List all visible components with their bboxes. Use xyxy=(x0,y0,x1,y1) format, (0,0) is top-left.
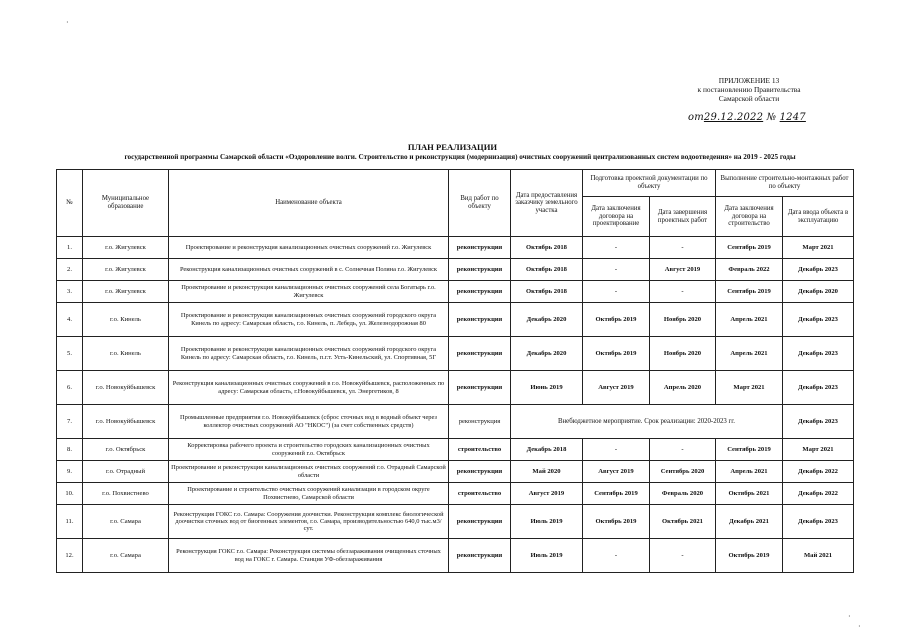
row-work-type: реконструкция xyxy=(449,303,511,337)
row-work-type: реконструкция xyxy=(449,539,511,573)
row-design-contract: Октябрь 2019 xyxy=(583,505,650,539)
row-design-end: - xyxy=(650,539,716,573)
row-object-name: Проектирование и реконструкция канализационных очистных сооружений г.о. Отрадный Самарской области xyxy=(169,461,449,483)
appendix-title: ПРИЛОЖЕНИЕ 13 xyxy=(718,76,780,85)
appendix-block xyxy=(686,76,812,103)
row-extrabudget-note: Внебюджетное мероприятие. Срок реализации: 2020-2023 гг. xyxy=(511,405,783,439)
table-row xyxy=(57,461,854,483)
row-design-end: Ноябрь 2020 xyxy=(650,337,716,371)
row-land-date: Декабрь 2020 xyxy=(511,303,583,337)
decree-date: 29.12.2022 xyxy=(703,112,764,123)
appendix-region: Самарской области xyxy=(718,94,780,103)
header-construction-group: Выполнение строительно-монтажных работ по объекту xyxy=(716,170,854,197)
header-commissioning: Дата ввода объекта в эксплуатацию xyxy=(783,197,854,237)
row-object-name: Реконструкция ГОКС г.о. Самара: Сооружения доочистки. Реконструкция комплекс биологической доочистки сточных вод от биогенных элементов, г.о. Самара, производительностью 640,0 тыс.м3/сут. xyxy=(169,505,449,539)
row-work-type: строительство xyxy=(449,439,511,461)
table-row xyxy=(57,337,854,371)
header-design-group: Подготовка проектной документации по объекту xyxy=(583,170,716,197)
row-commissioning: Декабрь 2023 xyxy=(783,303,854,337)
row-object-name: Реконструкция канализационных очистных сооружений в с. Солнечная Поляна г.о. Жигулевск xyxy=(169,259,449,281)
row-work-type: реконструкция xyxy=(449,505,511,539)
row-number: 3. xyxy=(57,281,83,303)
row-design-end: Август 2019 xyxy=(650,259,716,281)
table-row xyxy=(57,439,854,461)
header-num: № xyxy=(57,170,83,237)
row-object-name: Реконструкция канализационных очистных сооружений в г.о. Новокуйбышевск, расположенных по адресу: Самарская область, г.Новокуйбышевск, ул. Энергетиков, 8 xyxy=(169,371,449,405)
scan-speck: · xyxy=(858,622,861,631)
row-number: 2. xyxy=(57,259,83,281)
row-municipality: г.о. Новокуйбышевск xyxy=(83,405,169,439)
row-number: 1. xyxy=(57,237,83,259)
row-number: 4. xyxy=(57,303,83,337)
header-land-date: Дата предоставления заказчику земельного участка xyxy=(511,170,583,237)
row-number: 11. xyxy=(57,505,83,539)
row-build-contract: Сентябрь 2019 xyxy=(716,439,783,461)
row-design-end: - xyxy=(650,281,716,303)
appendix-decree: к постановлению Правительства xyxy=(697,85,801,94)
row-land-date: Октябрь 2018 xyxy=(511,281,583,303)
decree-number: 1247 xyxy=(779,112,806,123)
row-commissioning: Декабрь 2022 xyxy=(783,461,854,483)
row-work-type: реконструкция xyxy=(449,237,511,259)
row-municipality: г.о. Самара xyxy=(83,505,169,539)
row-design-end: Сентябрь 2020 xyxy=(650,461,716,483)
header-work-type: Вид работ по объекту xyxy=(449,170,511,237)
table-row xyxy=(57,237,854,259)
table-row xyxy=(57,483,854,505)
row-land-date: Июль 2019 xyxy=(511,505,583,539)
row-build-contract: Февраль 2022 xyxy=(716,259,783,281)
row-design-contract: Август 2019 xyxy=(583,371,650,405)
implementation-plan-table xyxy=(56,169,854,573)
row-municipality: г.о. Похвистнево xyxy=(83,483,169,505)
row-municipality: г.о. Октябрьск xyxy=(83,439,169,461)
date-prefix: от xyxy=(688,112,704,123)
row-commissioning: Декабрь 2023 xyxy=(783,337,854,371)
row-commissioning: Декабрь 2023 xyxy=(783,405,854,439)
header-object-name: Наименование объекта xyxy=(169,170,449,237)
row-land-date: Октябрь 2018 xyxy=(511,237,583,259)
row-object-name: Проектирование и реконструкция канализационных очистных сооружений городского округа Кинель по адресу: Самарская область, г.о. Кинель, п.г.т. Усть-Кинельский, ул. Спортивная, 5Г xyxy=(169,337,449,371)
table-row xyxy=(57,303,854,337)
row-commissioning: Декабрь 2023 xyxy=(783,259,854,281)
row-commissioning: Декабрь 2023 xyxy=(783,371,854,405)
row-work-type: реконструкция xyxy=(449,259,511,281)
row-land-date: Декабрь 2020 xyxy=(511,337,583,371)
table-row xyxy=(57,505,854,539)
row-number: 8. xyxy=(57,439,83,461)
row-design-contract: Октябрь 2019 xyxy=(583,337,650,371)
row-work-type: реконструкция xyxy=(449,461,511,483)
row-number: 5. xyxy=(57,337,83,371)
row-work-type: реконструкция xyxy=(449,337,511,371)
header-municipality: Муниципальное образование xyxy=(83,170,169,237)
row-object-name: Проектирование и реконструкция канализационных очистных сооружений городского округа Кинель по адресу: Самарская область, г.о. Кинель, п. Лебедь, ул. Железнодорожная 80 xyxy=(169,303,449,337)
document-title: ПЛАН РЕАЛИЗАЦИИ xyxy=(407,142,498,152)
row-municipality: г.о. Жигулевск xyxy=(83,259,169,281)
row-build-contract: Март 2021 xyxy=(716,371,783,405)
table-row xyxy=(57,371,854,405)
header-design-end: Дата завершения проектных работ xyxy=(650,197,716,237)
row-build-contract: Апрель 2021 xyxy=(716,461,783,483)
table-row xyxy=(57,539,854,573)
row-design-contract: - xyxy=(583,281,650,303)
row-work-type: реконструкция xyxy=(449,405,511,439)
row-design-contract: Август 2019 xyxy=(583,461,650,483)
row-municipality: г.о. Отрадный xyxy=(83,461,169,483)
row-design-end: Ноябрь 2020 xyxy=(650,303,716,337)
row-build-contract: Апрель 2021 xyxy=(716,303,783,337)
row-number: 6. xyxy=(57,371,83,405)
row-object-name: Промышленные предприятия г.о. Новокуйбышевск (сброс сточных вод в водный объект через коллектор очистных сооружений АО "НКОС") (за счет собственных средств) xyxy=(169,405,449,439)
header-construction-contract: Дата заключения договора на строительство xyxy=(716,197,783,237)
row-build-contract: Апрель 2021 xyxy=(716,337,783,371)
row-design-contract: - xyxy=(583,259,650,281)
table-row xyxy=(57,259,854,281)
row-number: 9. xyxy=(57,461,83,483)
row-design-contract: - xyxy=(583,539,650,573)
row-municipality: г.о. Самара xyxy=(83,539,169,573)
row-land-date: Октябрь 2018 xyxy=(511,259,583,281)
scan-speck: · xyxy=(66,18,69,27)
row-object-name: Проектирование и реконструкция канализационных очистных сооружений г.о. Жигулевск xyxy=(169,237,449,259)
row-object-name: Корректировка рабочего проекта и строительство городских канализационных очистных сооружений г.о. Октябрьск xyxy=(169,439,449,461)
scan-speck: · xyxy=(848,612,851,621)
row-land-date: Июль 2019 xyxy=(511,539,583,573)
row-commissioning: Декабрь 2022 xyxy=(783,483,854,505)
document-subtitle: государственной программы Самарской области «Оздоровление волги. Строительство и реконструкция (модернизация) очистных сооружений централизованных систем водоотведения» на 2019 - 2025 годы xyxy=(124,153,796,161)
row-land-date: Декабрь 2018 xyxy=(511,439,583,461)
table-row xyxy=(57,405,854,439)
row-build-contract: Октябрь 2021 xyxy=(716,483,783,505)
row-number: 7. xyxy=(57,405,83,439)
row-design-end: - xyxy=(650,439,716,461)
row-commissioning: Декабрь 2020 xyxy=(783,281,854,303)
row-design-end: - xyxy=(650,237,716,259)
row-land-date: Май 2020 xyxy=(511,461,583,483)
row-object-name: Проектирование и строительство очистных сооружений канализации в городском округе Похвистнево, Самарской области xyxy=(169,483,449,505)
row-design-contract: - xyxy=(583,439,650,461)
row-build-contract: Сентябрь 2019 xyxy=(716,281,783,303)
row-land-date: Июнь 2019 xyxy=(511,371,583,405)
table-row xyxy=(57,281,854,303)
row-build-contract: Октябрь 2019 xyxy=(716,539,783,573)
row-commissioning: Март 2021 xyxy=(783,237,854,259)
row-municipality: г.о. Жигулевск xyxy=(83,281,169,303)
number-prefix: № xyxy=(766,112,777,123)
row-object-name: Реконструкция ГОКС г.о. Самара: Реконструкция системы обеззараживания очищенных сточных вод на ГОКС г. Самара. Станция УФ-обеззараживания xyxy=(169,539,449,573)
row-municipality: г.о. Жигулевск xyxy=(83,237,169,259)
row-design-contract: Сентябрь 2019 xyxy=(583,483,650,505)
row-design-contract: - xyxy=(583,237,650,259)
row-design-end: Февраль 2020 xyxy=(650,483,716,505)
row-number: 10. xyxy=(57,483,83,505)
row-commissioning: Декабрь 2023 xyxy=(783,505,854,539)
row-municipality: г.о. Кинель xyxy=(83,303,169,337)
row-work-type: реконструкция xyxy=(449,371,511,405)
row-design-end: Апрель 2020 xyxy=(650,371,716,405)
row-municipality: г.о. Кинель xyxy=(83,337,169,371)
decree-date-number xyxy=(688,112,814,123)
row-design-end: Октябрь 2021 xyxy=(650,505,716,539)
row-build-contract: Декабрь 2021 xyxy=(716,505,783,539)
row-work-type: строительство xyxy=(449,483,511,505)
row-commissioning: Март 2021 xyxy=(783,439,854,461)
row-design-contract: Октябрь 2019 xyxy=(583,303,650,337)
row-commissioning: Май 2021 xyxy=(783,539,854,573)
row-municipality: г.о. Новокуйбышевск xyxy=(83,371,169,405)
row-number: 12. xyxy=(57,539,83,573)
row-work-type: реконструкция xyxy=(449,281,511,303)
row-object-name: Проектирование и реконструкция канализационных очистных сооружений села Богатырь г.о. Жигулевск xyxy=(169,281,449,303)
row-land-date: Август 2019 xyxy=(511,483,583,505)
row-build-contract: Сентябрь 2019 xyxy=(716,237,783,259)
header-design-contract: Дата заключения договора на проектирование xyxy=(583,197,650,237)
